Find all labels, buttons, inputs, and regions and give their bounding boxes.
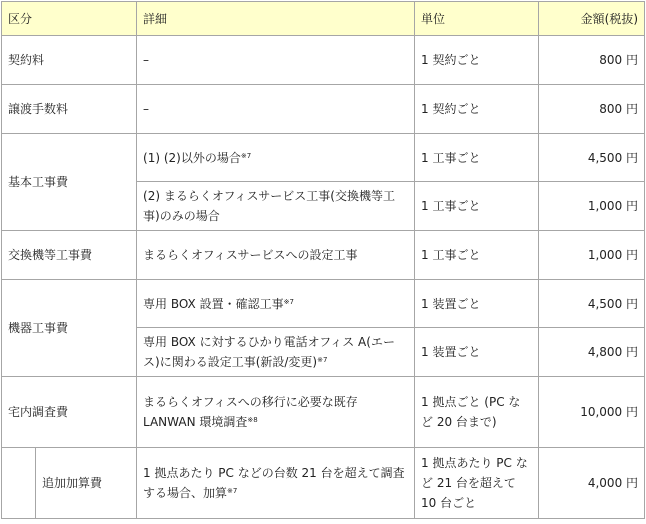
header-detail: 詳細 <box>137 2 415 36</box>
detail-cell <box>137 280 415 328</box>
category-cell: 基本工事費 <box>2 134 137 231</box>
footnote-mark: ※7 <box>317 356 328 364</box>
amount-cell: 4,500 円 <box>539 280 645 328</box>
footnote-mark: ※7 <box>283 297 294 306</box>
detail-cell: – <box>137 36 415 85</box>
detail-text: 1 拠点あたり PC などの台数 21 台を超えて調査する場合、加算 <box>143 466 405 500</box>
fee-table <box>1 1 645 519</box>
table-row <box>2 377 645 448</box>
header-category: 区分 <box>2 2 137 36</box>
header-amount: 金額(税抜) <box>539 2 645 36</box>
detail-text: まるらくオフィスへの移行に必要な既存 LANWAN 環境調査 <box>143 395 358 429</box>
category-cell: 契約料 <box>2 36 137 85</box>
table-row <box>2 134 645 182</box>
detail-cell: まるらくオフィスサービスへの設定工事 <box>137 231 415 280</box>
header-row <box>2 2 645 36</box>
amount-cell: 1,000 円 <box>539 231 645 280</box>
unit-cell: 1 拠点あたり PC など 21 台を超えて 10 台ごと <box>415 448 539 519</box>
amount-cell: 800 円 <box>539 85 645 134</box>
table-row <box>2 280 645 328</box>
amount-cell: 800 円 <box>539 36 645 85</box>
amount-cell: 4,000 円 <box>539 448 645 519</box>
detail-cell <box>137 377 415 448</box>
subcategory-cell: 追加加算費 <box>36 448 137 519</box>
header-unit: 単位 <box>415 2 539 36</box>
detail-text: 専用 BOX 設置・確認工事 <box>143 296 284 311</box>
category-cell: 宅内調査費 <box>2 377 137 448</box>
detail-cell <box>137 448 415 519</box>
amount-cell: 4,500 円 <box>539 134 645 182</box>
category-cell: 機器工事費 <box>2 280 137 377</box>
detail-cell <box>137 134 415 182</box>
unit-cell: 1 契約ごと <box>415 36 539 85</box>
detail-cell: (2) まるらくオフィスサービス工事(交換機等工事)のみの場合 <box>137 182 415 231</box>
unit-cell: 1 拠点ごと (PC など 20 台まで) <box>415 377 539 448</box>
amount-cell: 1,000 円 <box>539 182 645 231</box>
footnote-mark: ※7 <box>240 151 252 160</box>
unit-cell: 1 工事ごと <box>415 231 539 280</box>
unit-cell: 1 契約ごと <box>415 85 539 134</box>
table-row <box>2 36 645 85</box>
unit-cell: 1 工事ごと <box>415 134 539 182</box>
footnote-mark: ※7 <box>227 487 238 495</box>
table-row <box>2 448 645 519</box>
category-cell: 交換機等工事費 <box>2 231 137 280</box>
unit-cell: 1 工事ごと <box>415 182 539 231</box>
detail-cell <box>137 328 415 377</box>
footnote-mark: ※8 <box>247 416 258 424</box>
detail-text: 専用 BOX に対するひかり電話オフィス A(エース)に関わる設定工事(新設/変更) <box>143 335 395 369</box>
indent-cell <box>2 448 36 519</box>
table-row <box>2 231 645 280</box>
detail-text: (1) (2)以外の場合 <box>143 150 241 165</box>
amount-cell: 10,000 円 <box>539 377 645 448</box>
category-cell: 譲渡手数料 <box>2 85 137 134</box>
unit-cell: 1 装置ごと <box>415 328 539 377</box>
amount-cell: 4,800 円 <box>539 328 645 377</box>
detail-cell: – <box>137 85 415 134</box>
table-row <box>2 85 645 134</box>
unit-cell: 1 装置ごと <box>415 280 539 328</box>
